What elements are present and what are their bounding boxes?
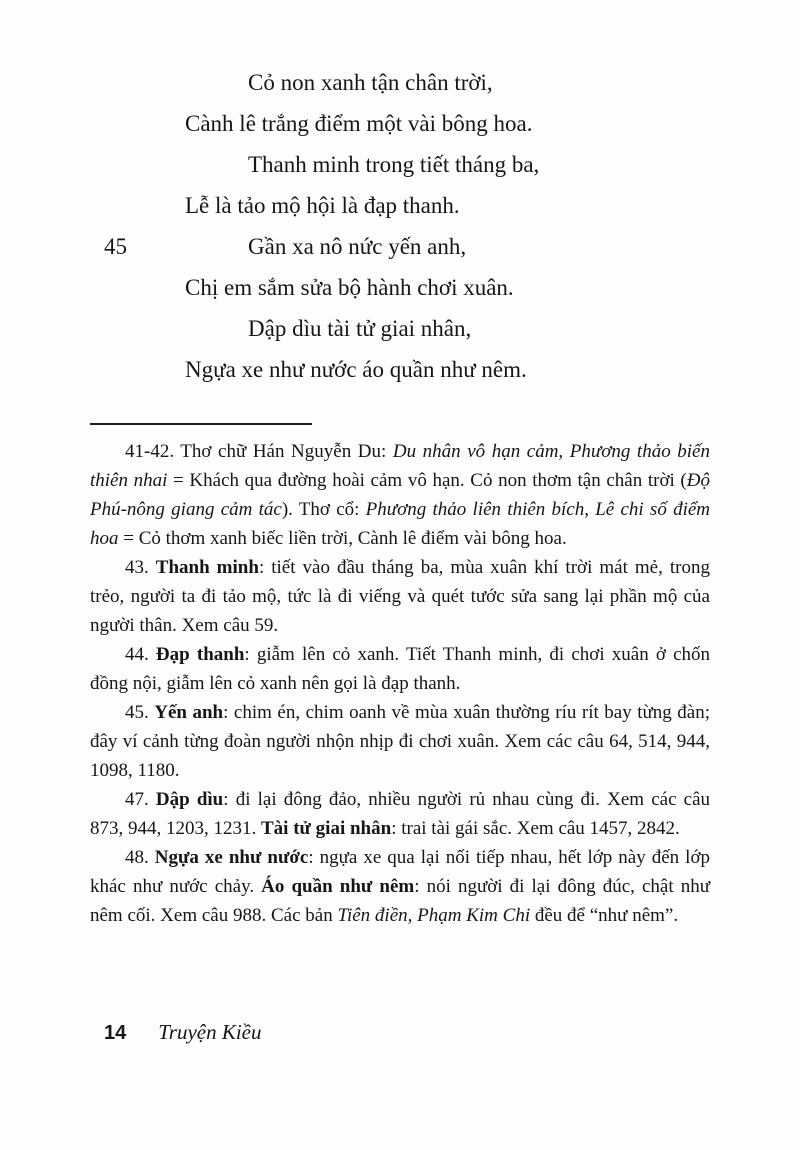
footnote: [90, 843, 710, 930]
footnote-segment: Dập dìu: [155, 789, 224, 810]
footnote-segment: đều để “như nêm”.: [530, 905, 679, 926]
poem: [90, 62, 710, 390]
footnote-segment: : nói người đi lại đông đúc, chật như nêm cối. Xem câu 988. Các bản: [90, 876, 710, 926]
footnote-segment: Áo quần như nêm: [261, 876, 415, 897]
poem-line: [90, 185, 710, 226]
footnote-segment: : chim én, chim oanh về mùa xuân thường ríu rít bay từng đàn; đây ví cảnh từng đoàn người nhộn nhịp đi chơi xuân. Xem các câu 64, 514, 944, 1098, 1180.: [90, 702, 711, 781]
poem-line: [90, 308, 710, 349]
poem-line-text: Thanh minh trong tiết tháng ba,: [248, 152, 540, 177]
poem-line-text: Cành lê trắng điểm một vài bông hoa.: [185, 111, 533, 136]
footnote-segment: Ngựa xe như nước: [154, 847, 309, 868]
poem-line-text: Gần xa nô nức yến anh,: [248, 234, 467, 259]
poem-line: [90, 144, 710, 185]
poem-line: [90, 103, 710, 144]
footnote: [90, 437, 710, 553]
footnote: [90, 698, 710, 785]
footnote-segment: Yến anh: [154, 702, 224, 723]
poem-line-text: Ngựa xe như nước áo quần như nêm.: [185, 357, 527, 382]
poem-line-text: Lễ là tảo mộ hội là đạp thanh.: [185, 193, 460, 218]
book-title: Truyện Kiều: [158, 1020, 262, 1044]
page-footer: [90, 1020, 710, 1045]
footnote-segment: Phương thảo liên thiên bích, Lê chi số điểm hoa: [90, 499, 711, 549]
poem-line-text: Chị em sắm sửa bộ hành chơi xuân.: [185, 275, 514, 300]
footnote-segment: ). Thơ cổ:: [281, 499, 366, 520]
footnote-segment: : đi lại đông đảo, nhiều người rủ nhau cùng đi. Xem các câu 873, 944, 1203, 1231.: [90, 789, 711, 839]
footnote-segment: = Khách qua đường hoài cảm vô hạn. Cỏ non thơm tận chân trời (: [167, 470, 687, 491]
footnote-segment: : tiết vào đầu tháng ba, mùa xuân khí trời mát mẻ, trong trẻo, người ta đi tảo mộ, tức là đi viếng và quét tước sửa sang lại phần mộ của người thân. Xem câu 59.: [90, 557, 710, 636]
footnote-segment: Thanh minh: [155, 557, 259, 578]
footnote: [90, 640, 710, 698]
poem-line: [90, 62, 710, 103]
footnote-segment: Du nhân vô hạn cảm, Phương thảo biến thiên nhai: [90, 441, 710, 491]
poem-line: [90, 349, 710, 390]
footnote-segment: 44.: [125, 644, 156, 665]
footnote-segment: : giẫm lên cỏ xanh. Tiết Thanh minh, đi chơi xuân ở chốn đồng nội, giẫm lên cỏ xanh nên gọi là đạp thanh.: [90, 644, 710, 694]
poem-line-text: Cỏ non xanh tận chân trời,: [248, 70, 493, 95]
footnote-segment: = Cỏ thơm xanh biếc liền trời, Cành lê điểm vài bông hoa.: [118, 528, 567, 549]
footnote-segment: : ngựa xe qua lại nối tiếp nhau, hết lớp này đến lớp khác như nước chảy.: [90, 847, 710, 897]
footnote-segment: : trai tài gái sắc. Xem câu 1457, 2842.: [391, 818, 680, 839]
footnotes: [90, 437, 710, 930]
page-number: 14: [104, 1022, 127, 1044]
footnote: [90, 785, 710, 843]
footnote: [90, 553, 710, 640]
verse-line-number: 45: [104, 234, 127, 259]
footnote-segment: 48.: [125, 847, 155, 868]
footnote-segment: 41-42. Thơ chữ Hán Nguyễn Du:: [125, 441, 393, 462]
footnote-segment: 45.: [125, 702, 155, 723]
footnote-segment: Đạp thanh: [155, 644, 245, 665]
footnote-segment: Tiên điền, Phạm Kim Chi: [337, 905, 531, 926]
footnote-segment: 43.: [125, 557, 156, 578]
footnote-segment: 47.: [125, 789, 156, 810]
poem-line: [90, 226, 710, 267]
poem-line: [90, 267, 710, 308]
poem-line-text: Dập dìu tài tử giai nhân,: [248, 316, 472, 341]
footnote-segment: Tài tử giai nhân: [261, 818, 392, 839]
footnote-separator: [90, 423, 312, 425]
footnote-segment: Độ Phú-nông giang cảm tác: [90, 470, 710, 520]
